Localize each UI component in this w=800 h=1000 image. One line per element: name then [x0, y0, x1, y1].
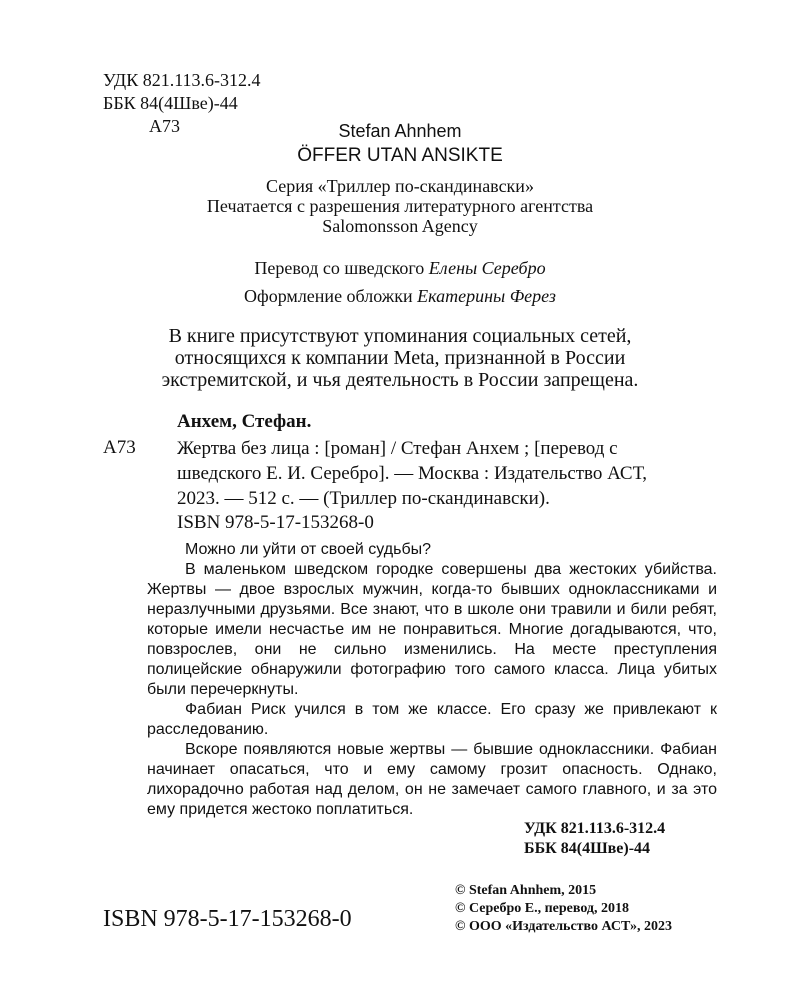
notice-line-2: относящихся к компании Meta, признанной в России — [174, 347, 626, 369]
biblio-line-1: Жертва без лица : [роман] / Стефан Анхем ; [перевод с — [177, 438, 618, 459]
annotation-paragraph: Вскоре появляются новые жертвы — бывшие одноклассники. Фабиан начинает опасаться, что и ему самому грозит опасность. Однако, лихорадочно работая над делом, он не замечает самого главного, и за это ему придется жестоко поплатиться. — [147, 741, 717, 818]
agency-permission-line: Печатается с разрешения литературного агентства — [206, 196, 594, 216]
original-title: ÖFFER UTAN ANSIKTE — [297, 145, 503, 166]
series-line: Серия «Триллер по-скандинавски» — [266, 176, 534, 196]
udk-code: УДК 821.113.6-312.4 — [103, 70, 261, 90]
translation-prefix: Перевод со шведского — [254, 258, 429, 278]
author-mark: А73 — [149, 116, 180, 136]
biblio-description — [177, 436, 737, 511]
original-author: Stefan Ahnhem — [338, 121, 462, 141]
cover-designer-name: Екатерины Ферез — [417, 286, 556, 306]
annotation — [147, 540, 717, 820]
translation-credit — [0, 258, 800, 279]
biblio-isbn: ISBN 978-5-17-153268-0 — [177, 512, 374, 533]
biblio-heading: Анхем, Стефан. — [177, 411, 312, 432]
biblio-line-2: шведского Е. И. Серебро]. — Москва : Издательство АСТ, — [177, 463, 648, 484]
copyright-translation: © Серебро Е., перевод, 2018 — [455, 901, 630, 916]
notice-line-3: экстремитской, и чья деятельность в России запрещена. — [161, 369, 639, 391]
annotation-paragraph: Фабиан Риск учился в том же классе. Его сразу же привлекают к расследованию. — [147, 701, 717, 738]
cover-prefix: Оформление обложки — [244, 286, 418, 306]
notice-line-1: В книге присутствуют упоминания социальных сетей, — [168, 325, 632, 347]
biblio-line-3: 2023. — 512 с. — (Триллер по-скандинавски). — [177, 488, 550, 509]
biblio-author-mark: А73 — [103, 437, 136, 458]
bbk-code: ББК 84(4Шве)-44 — [103, 93, 238, 113]
footer-bbk-code: ББК 84(4Шве)-44 — [524, 840, 651, 857]
copyright-author: © Stefan Ahnhem, 2015 — [455, 883, 597, 898]
annotation-paragraph: В маленьком шведском городке совершены два жестоких убийства. Жертвы — двое взрослых мужчин, когда-то бывших одноклассниками и неразлучными друзьями. Все знают, что в школе они травили и били ребят, которые имели несчастье им не понравиться. Многие догадываются, что, повзрослев, они не сильно изменились. На месте преступления полицейские обнаружили фотографию того самого класса. Лица убитых были перечеркнуты. — [147, 561, 717, 698]
bottom-isbn: ISBN 978-5-17-153268-0 — [103, 906, 352, 932]
cover-credit — [0, 286, 800, 307]
footer-udk-code: УДК 821.113.6-312.4 — [524, 820, 666, 837]
translator-name: Елены Серебро — [428, 258, 546, 278]
agency-name: Salomonsson Agency — [322, 216, 478, 236]
copyright-publisher: © ООО «Издательство АСТ», 2023 — [455, 919, 673, 934]
annotation-paragraph: Можно ли уйти от своей судьбы? — [185, 541, 431, 558]
